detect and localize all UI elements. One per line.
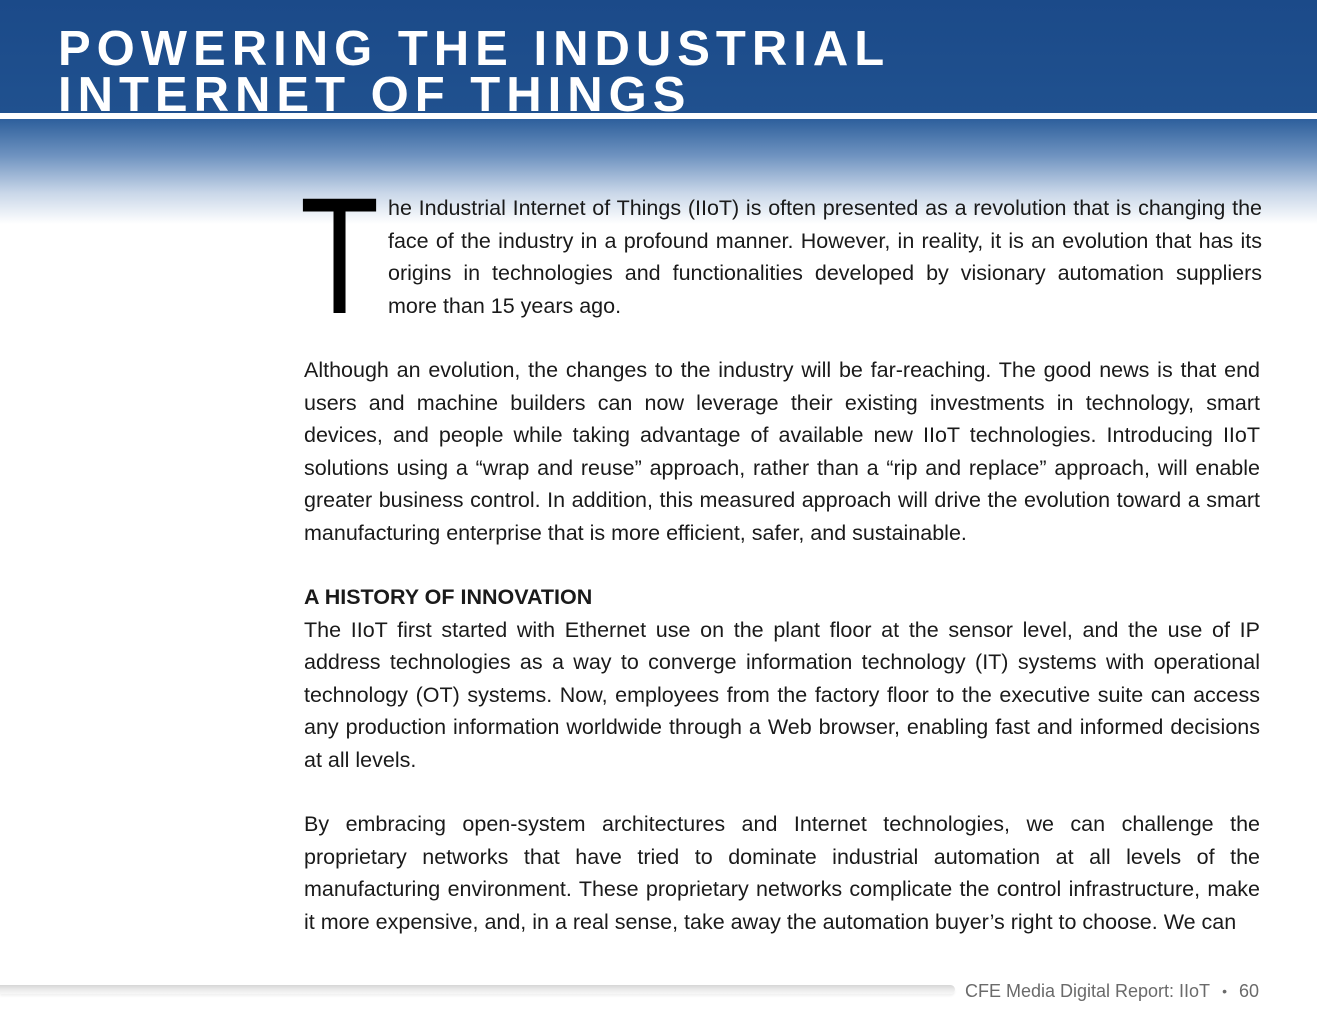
bullet-separator: •: [1222, 983, 1227, 999]
page-number: 60: [1238, 981, 1259, 1001]
section-heading: A HISTORY OF INNOVATION: [304, 585, 593, 609]
article-body: [300, 164, 1264, 938]
page-title-line-2: INTERNET OF THINGS: [58, 68, 692, 118]
page-footer: [965, 978, 1259, 1004]
footer-bar: [0, 985, 955, 994]
paragraph-open-systems: By embracing open-system architectures and Internet technologies, we can challenge the proprietary networks that have tried to dominate industrial automation at all levels of the manufacturing environment. These proprietary networks complicate the control infrastructure, make it more expensive, and, in a real sense, take away the automation buyer’s right to choose. We can: [304, 812, 1260, 934]
paragraph-evolution: Although an evolution, the changes to the industry will be far-reaching. The good news is that end users and machine builders can now leverage their existing investments in technology, smart devices, and people while taking advantage of available new IIoT technologies. Introducing IIoT solutions using a “wrap and reuse” approach, rather than a “rip and replace” approach, will enable greater business control. In addition, this measured approach will drive the evolution toward a smart manufacturing enterprise that is more efficient, safer, and sustainable.: [304, 358, 1260, 545]
lead-paragraph: [300, 164, 1264, 349]
drop-cap: T: [300, 164, 380, 349]
lead-text: he Industrial Internet of Things (IIoT) is often presented as a revolution that is changing the face of the industry in a profound manner. However, in reality, it is an evolution that has its origins in technologies and functionalities developed by visionary automation suppliers more than 15 years ago.: [388, 196, 1262, 318]
page-title: [58, 26, 958, 118]
page-title-line-1: POWERING THE INDUSTRIAL: [58, 26, 891, 76]
paragraph-history: The IIoT first started with Ethernet use on the plant floor at the sensor level, and the use of IP address technologies as a way to converge information technology (IT) systems with operational technology (OT) systems. Now, employees from the factory floor to the executive suite can access any production information worldwide through a Web browser, enabling fast and informed decisions at all levels.: [304, 617, 1260, 772]
report-name: CFE Media Digital Report: IIoT: [964, 981, 1211, 1001]
